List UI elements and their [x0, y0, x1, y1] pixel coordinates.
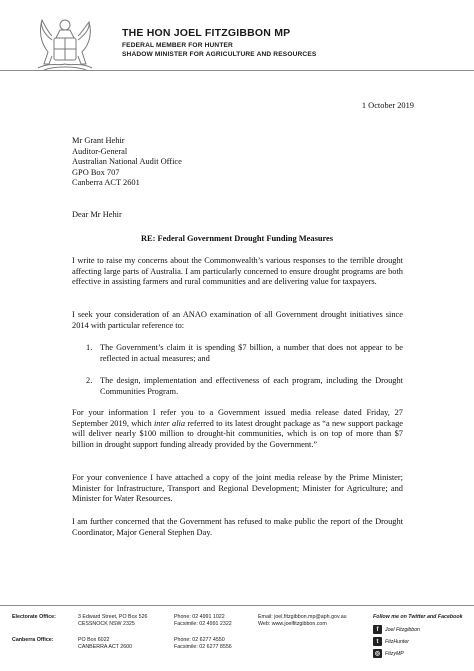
member-name: THE HON JOEL FITZGIBBON MP: [122, 27, 291, 39]
letterhead: [122, 27, 316, 58]
paragraph-media-release: [72, 408, 403, 450]
recipient-line: Canberra ACT 2601: [72, 178, 140, 188]
header-divider: [0, 70, 474, 71]
footer-divider: [0, 605, 474, 606]
email-link[interactable]: Email: joel.fitzgibbon.mp@aph.gov.au: [258, 614, 347, 620]
web-contacts: [258, 614, 347, 628]
website-link[interactable]: Web: www.joelfitzgibbon.com: [258, 621, 327, 628]
paragraph-intro: I write to raise my concerns about the Commonwealth’s various responses to the terrible drought affecting large parts of Australia. I am particularly concerned to ensure drought programs are both effective in assisting farmers and rural communities and are delivering value for taxpayers.: [72, 256, 403, 287]
instagram-link[interactable]: [373, 649, 404, 658]
letter-date: 1 October 2019: [361, 101, 414, 110]
address-line: 3 Edward Street, PO Box 526: [78, 614, 148, 620]
canberra-address: [78, 637, 132, 651]
recipient-line: Auditor-General: [72, 146, 128, 156]
paragraph-attachment: For your convenience I have attached a copy of the joint media release by the Prime Minister; Minister for Infrastructure, Transport and Regional Development; Minister for Agriculture; and Minister for Water Resources.: [72, 473, 403, 504]
paragraph-coordinator: I am further concerned that the Government has refused to make public the report of the Drought Coordinator, Major General Stephen Day.: [72, 517, 403, 537]
recipient-line: Mr Grant Hehir: [72, 136, 125, 145]
social-handle: FitzyMP: [385, 650, 404, 657]
italic-phrase: inter alia: [153, 418, 186, 428]
salutation: Dear Mr Hehir: [72, 210, 122, 219]
recipient-address: [72, 136, 182, 189]
address-line: PO Box 6022: [78, 637, 110, 643]
instagram-icon: ◎: [374, 651, 381, 657]
electorate-label: [12, 614, 56, 621]
fax-number: Facsimile: 02 6277 8556: [174, 644, 232, 651]
canberra-contacts: [174, 637, 232, 651]
phone-number: Phone: 02 4991 1022: [174, 614, 225, 620]
phone-number: Phone: 02 6277 4550: [174, 637, 225, 643]
facebook-link[interactable]: [373, 625, 420, 634]
list-number: 1.: [86, 343, 93, 352]
social-handle: FitzHunter: [385, 638, 409, 645]
electorate-address: [78, 614, 148, 628]
twitter-icon: t: [373, 637, 382, 646]
electorate-contacts: [174, 614, 232, 628]
subject-line: RE: Federal Government Drought Funding Measures: [140, 234, 334, 243]
fax-number: Facsimile: 02 4991 2322: [174, 621, 232, 628]
facebook-icon: f: [373, 625, 382, 634]
member-title: FEDERAL MEMBER FOR HUNTER: [122, 42, 233, 49]
list-number: 2.: [86, 376, 93, 385]
text-run: referred to its latest drought package as “a new support package will deliver nearly $100 million to drought-hit communities, which is on top of more than $7 billion in drought support funding already provided by the Government.”: [72, 418, 403, 449]
recipient-line: GPO Box 707: [72, 167, 120, 177]
list-text: The Government’s claim it is spending $7 billion, a number that does not appear to be reflected in actual measures; and: [100, 343, 403, 363]
twitter-link[interactable]: [373, 637, 409, 646]
label-text: Canberra Office:: [12, 637, 54, 643]
canberra-label: [12, 637, 54, 644]
coat-of-arms-icon: [30, 16, 100, 74]
follow-label: Follow me on Twitter and Facebook: [373, 614, 463, 620]
label-text: Electorate Office:: [12, 614, 56, 620]
social-handle: Joel Fitzgibbon: [385, 626, 420, 633]
paragraph-request: I seek your consideration of an ANAO examination of all Government drought initiatives since 2014 with particular reference to:: [72, 310, 403, 330]
address-line: CANBERRA ACT 2600: [78, 644, 133, 651]
address-line: CESSNOCK NSW 2325: [78, 621, 135, 628]
shadow-minister-title: SHADOW MINISTER FOR AGRICULTURE AND RESOURCES: [122, 51, 317, 58]
text-run: For your information I refer you to a Government issued media release dated Friday, 27 September 2019, which: [72, 408, 403, 428]
recipient-line: Australian National Audit Office: [72, 157, 182, 167]
list-text: The design, implementation and effectiveness of each program, including the Drought Communities Program.: [100, 376, 403, 396]
